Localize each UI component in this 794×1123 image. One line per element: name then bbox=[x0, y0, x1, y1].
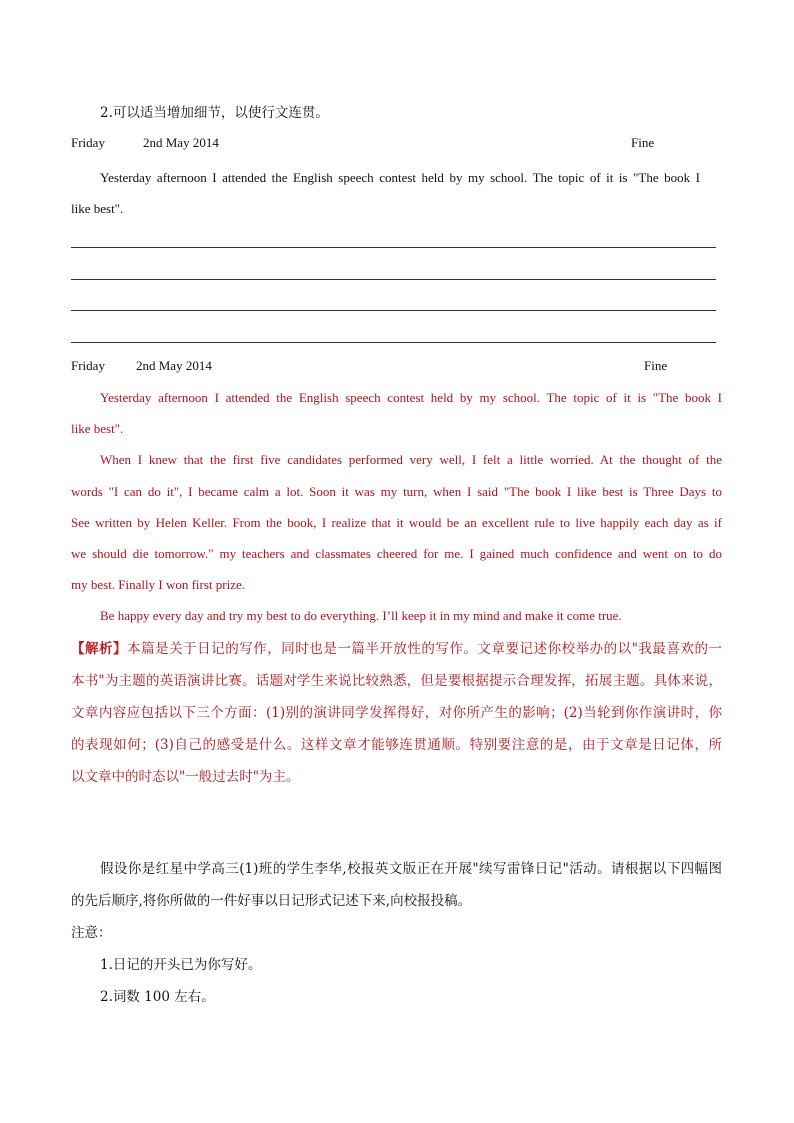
analysis-line-4: 的表现如何；(3)自己的感受是什么。这样文章才能够连贯通顺。特别要注意的是，由于文章是日记体，所 bbox=[71, 737, 722, 753]
answer-p2-line-1: When I knew that the first five candidates performed very well, I felt a little worried. At the thought of the bbox=[100, 452, 722, 467]
analysis-line-2: 本书"为主题的英语演讲比赛。话题对学生来说比较熟悉，但是要根据提示合理发挥，拓展主题。具体来说， bbox=[71, 673, 722, 689]
writing-line bbox=[71, 247, 716, 248]
answer-p3-line-1: Be happy every day and try my best to do everything. I’ll keep it in my mind and make it come true. bbox=[100, 608, 622, 623]
answer-p2-line-2: words "I can do it", I became calm a lot. Soon it was my turn, when I said "The book I like best is Three Days to bbox=[71, 484, 722, 499]
writing-line bbox=[71, 279, 716, 280]
task-line-2: 的先后顺序,将你所做的一件好事以日记形式记述下来,向校报投稿。 bbox=[71, 893, 472, 909]
task-note-1: 1.日记的开头已为你写好。 bbox=[100, 957, 262, 973]
answer-p1-line-1: Yesterday afternoon I attended the English speech contest held by my school. The topic of it is "The book I bbox=[100, 390, 722, 405]
prompt-line-1: Yesterday afternoon I attended the English speech contest held by my school. The topic of it is "The book I bbox=[100, 170, 700, 185]
answer-p2-line-4: we should die tomorrow." my teachers and classmates cheered for me. I gained much confidence and went on to do bbox=[71, 546, 722, 561]
task-line-1: 假设你是红星中学高三(1)班的学生李华,校报英文版正在开展"续写雷锋日记"活动。请根据以下四幅图 bbox=[100, 861, 722, 877]
analysis-line-5: 以文章中的时态以"一般过去时"为主。 bbox=[71, 769, 300, 785]
answer-p2-line-3: See written by Helen Keller. From the book, I realize that it would be an excellent rule to live happily each day as if bbox=[71, 515, 722, 530]
writing-tip-2: 2.可以适当增加细节，以使行文连贯。 bbox=[100, 105, 329, 121]
answer-diary-weather: Fine bbox=[644, 358, 668, 373]
analysis-line-3: 文章内容应包括以下三个方面：(1)别的演讲同学发挥得好，对你所产生的影响；(2)当轮到你作演讲时，你 bbox=[71, 705, 722, 721]
analysis-line-1-text: 本篇是关于日记的写作，同时也是一篇半开放性的写作。文章要记述你校举办的以"我最喜欢的一 bbox=[127, 641, 722, 657]
prompt-line-2: like best". bbox=[71, 201, 124, 216]
answer-p1-line-2: like best". bbox=[71, 421, 124, 436]
analysis-label: 【解析】 bbox=[71, 641, 128, 657]
analysis-line-1 bbox=[71, 637, 722, 657]
task-note-2: 2.词数 100 左右。 bbox=[100, 989, 215, 1005]
writing-line bbox=[71, 310, 716, 311]
writing-line bbox=[71, 342, 716, 343]
task-note-label: 注意： bbox=[71, 925, 112, 941]
answer-p2-line-5: my best. Finally I won first prize. bbox=[71, 577, 246, 592]
diary-weather: Fine bbox=[631, 135, 655, 150]
answer-diary-date: 2nd May 2014 bbox=[136, 358, 212, 373]
answer-diary-day: Friday bbox=[71, 358, 105, 373]
diary-day: Friday bbox=[71, 135, 105, 150]
diary-date: 2nd May 2014 bbox=[143, 135, 219, 150]
